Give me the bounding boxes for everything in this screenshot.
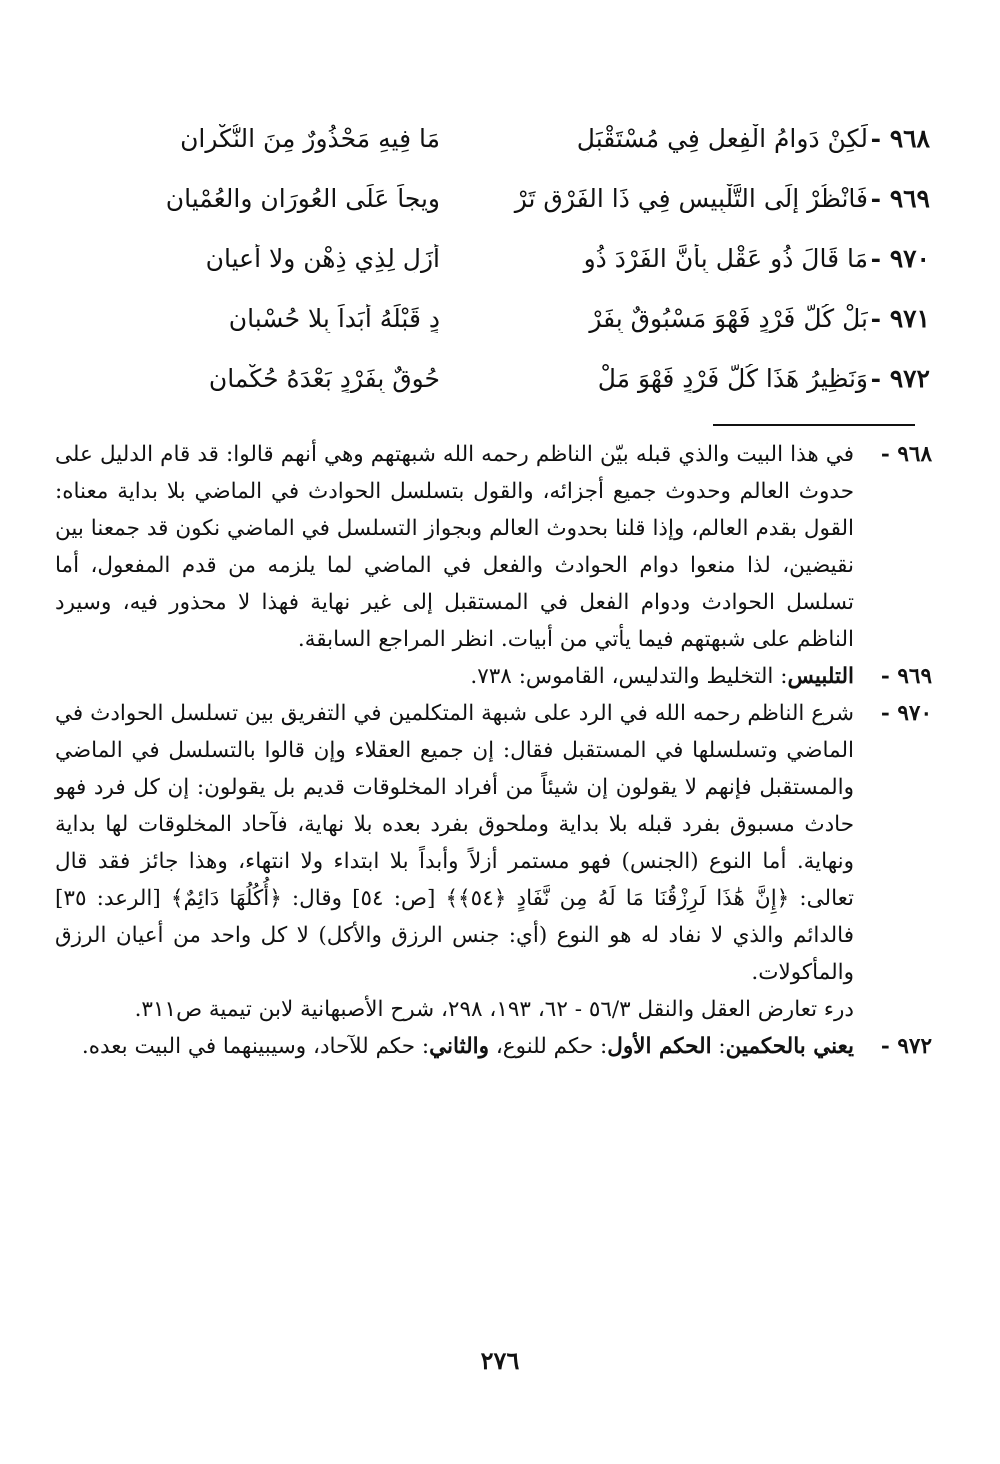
footnotes xyxy=(55,436,932,1065)
verse-second-hemistich: مَا فِيهِ مَحْذُورٌ مِنَ النُّكْرانِ xyxy=(180,123,440,153)
verse-number: ٩٦٩ - xyxy=(870,183,930,213)
footnote-body xyxy=(55,1028,854,1065)
verse-971 xyxy=(48,288,930,348)
footnote-text: : حكم للآحاد، وسيبينهما في البيت بعده. xyxy=(81,1034,430,1059)
footnote-text: : xyxy=(711,1034,726,1059)
poem-verses xyxy=(48,108,930,408)
footnote-term: التلبيس xyxy=(787,664,854,689)
footnote-divider xyxy=(713,424,915,426)
footnote-body xyxy=(55,658,854,695)
footnote-text: شرع الناظم رحمه الله في الرد على شبهة المتكلمين في التفريق بين تسلسل الحوادث في الماضي وتسلسلها في المستقبل فقال: إن جميع العقلاء وإن قالوا بالتسلسل في الماضي والمستقبل فإنهم لا يقولون إن شيئاً من أفراد المخلوقات قديم بل يقولون: إن كل فرد فهو حادث مسبوق بفرد قبله بلا بداية وملحوق بفرد بعده بلا نهاية، فآحاد المخلوقات لها بداية ونهاية. أما النوع (الجنس) فهو مستمر أزلاً وأبداً بلا ابتداء ولا انتهاء، وهذا جائز فقد قال تعالى: ﴿إِنَّ هَٰذَا لَرِزْقُنَا مَا لَهُ مِن نَّفَادٍ ﴿٥٤﴾﴾ [ص: ٥٤] وقال: ﴿أُكُلُهَا دَائِمٌ﴾ [الرعد: ٣٥] فالدائم والذي لا نفاد له هو النوع (أي: جنس الرزق والأكل) لا كل واحد من أعيان الرزق والمأكولات. xyxy=(55,701,854,985)
footnote-number: ٩٧٠ - xyxy=(880,701,932,726)
verse-second-hemistich: وِيجاً عَلَى العُورَانِ والعُمْيانِ xyxy=(165,183,440,213)
page-number: ٢٧٦ xyxy=(480,1346,520,1375)
verse-first-hemistich: وَنَظِيرُ هَذَا كُلُّ فَرْدٍ فَهْوَ مَلْ xyxy=(597,363,868,393)
verse-number: ٩٧٢ - xyxy=(870,363,930,393)
verse-first-hemistich: فَانْظُرْ إِلَى التَّلْبِيسِ فِي ذَا الفَرْقِ تَرْ xyxy=(514,183,868,213)
verse-second-hemistich: حُوقٌ بِفَرْدٍ بَعْدَهُ حُكْمانِ xyxy=(208,363,440,393)
verse-first-hemistich: لَكِنْ دَوامُ الْفِعلِ فِي مُسْتَقْبَلٍ xyxy=(576,123,868,153)
verse-second-hemistich: دٍ قَبْلَهُ أَبَداً بِلا حُسْبانِ xyxy=(228,303,440,333)
verse-970 xyxy=(48,228,930,288)
footnote-968 xyxy=(55,436,932,658)
footnote-970 xyxy=(55,695,932,991)
verse-second-hemistich: أَزَلٍ لِذِي ذِهْنٍ ولا أعيانِ xyxy=(205,243,440,273)
footnote-term: يعني بالحكمين xyxy=(725,1034,854,1059)
verse-number: ٩٦٨ - xyxy=(870,123,930,153)
footnote-references: درء تعارض العقل والنقل ٥٦/٣ - ٦٢، ١٩٣، ٢٩٨، شرح الأصبهانية لابن تيمية ص٣١١. xyxy=(134,997,854,1022)
footnote-term: الحكم الأول xyxy=(607,1034,712,1059)
footnote-text: : التخليط والتدليس، القاموس: ٧٣٨. xyxy=(470,664,788,689)
verse-first-hemistich: مَا قَالَ ذُو عَقْلٍ بِأَنَّ الفَرْدَ ذُو xyxy=(583,243,868,273)
footnote-number: ٩٦٩ - xyxy=(880,664,932,689)
footnote-number: ٩٧٢ - xyxy=(880,1034,932,1059)
footnote-972 xyxy=(55,1028,932,1065)
footnote-969 xyxy=(55,658,932,695)
footnote-term: والثاني xyxy=(429,1034,489,1059)
footnote-number: ٩٦٨ - xyxy=(880,442,932,467)
verse-968 xyxy=(48,108,930,168)
verse-969 xyxy=(48,168,930,228)
footnote-text: : حكم للنوع، xyxy=(488,1034,608,1059)
verse-972 xyxy=(48,348,930,408)
verse-first-hemistich: بَلْ كُلُّ فَرْدٍ فَهْوَ مَسْبُوقٌ بِفَرْ xyxy=(589,303,868,333)
footnote-text: في هذا البيت والذي قبله بيّن الناظم رحمه الله شبهتهم وهي أنهم قالوا: قد قام الدليل على حدوث العالم وحدوث جميع أجزائه، والقول بتسلسل الحوادث في الماضي بلا بداية معناه: القول بقدم العالم، وإذا قلنا بحدوث العالم وبجواز التسلسل في الماضي نكون قد جمعنا بين نقيضين، لذا منعوا دوام الحوادث والفعل في الماضي لما يلزمه من قدم المفعول، أما تسلسل الحوادث ودوام الفعل في المستقبل إلى غير نهاية فهذا لا محذور فيه، وسيرد الناظم على شبهتهم فيما يأتي من أبيات. انظر المراجع السابقة. xyxy=(55,442,854,652)
verse-number: ٩٧٠ - xyxy=(870,243,930,273)
verse-number: ٩٧١ - xyxy=(870,303,930,333)
